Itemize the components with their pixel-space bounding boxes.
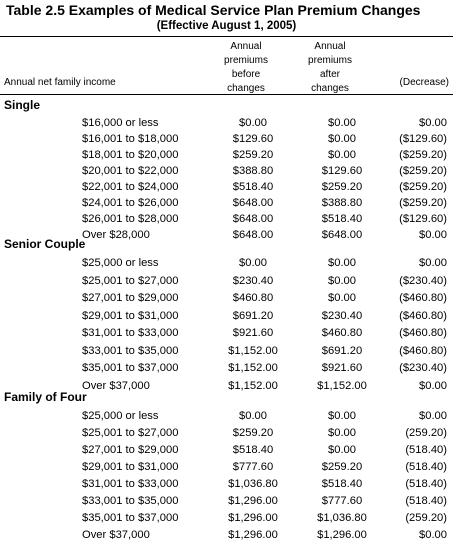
table-row [0, 459, 453, 475]
table-row [0, 476, 453, 492]
premium-after-cell: $0.00 [328, 149, 356, 161]
decrease-cell: (518.40) [405, 444, 447, 456]
table-row [0, 273, 453, 289]
premium-before-cell: $1,152.00 [228, 379, 278, 392]
table-subtitle: (Effective August 1, 2005) [156, 20, 297, 32]
table-row [0, 290, 453, 306]
income-cell: Over $28,000 [82, 229, 150, 241]
income-cell: Over $37,000 [82, 529, 150, 541]
table-row [0, 147, 453, 163]
decrease-cell: ($259.20) [399, 181, 447, 193]
premium-after-cell: $0.00 [328, 117, 356, 129]
premium-before-cell: $648.00 [232, 213, 274, 225]
header-decrease: (Decrease) [399, 77, 449, 88]
premium-before-cell: $648.00 [232, 229, 274, 241]
income-cell: $33,001 to $35,000 [82, 495, 179, 507]
income-cell: $35,001 to $37,000 [82, 512, 179, 524]
premium-after-cell: $0.00 [328, 427, 356, 439]
premium-before-cell: $1,152.00 [228, 344, 278, 357]
premium-after-cell: $0.00 [328, 292, 356, 304]
section-heading: Senior Couple [4, 237, 86, 251]
decrease-cell: (518.40) [405, 478, 447, 490]
decrease-cell: ($259.20) [399, 197, 447, 209]
premium-before-cell: $1,036.80 [228, 478, 278, 490]
header-before [218, 40, 274, 96]
premium-before-cell: $691.20 [232, 309, 274, 322]
table-row [0, 131, 453, 147]
income-cell: $29,001 to $31,000 [82, 309, 179, 322]
premium-after-cell: $1,296.00 [317, 529, 367, 541]
premium-after-cell: $0.00 [328, 444, 356, 456]
table-row [0, 442, 453, 458]
decrease-cell: $0.00 [419, 379, 447, 392]
income-cell: $20,001 to $22,000 [82, 165, 179, 177]
premium-after-cell: $691.20 [321, 344, 363, 357]
income-cell: $25,000 or less [82, 410, 159, 422]
premium-before-cell: $460.80 [232, 292, 274, 304]
premium-before-cell: $648.00 [232, 197, 274, 209]
header-after-line: changes [311, 83, 349, 94]
premium-before-cell: $388.80 [232, 165, 274, 177]
header-after-line: Annual [314, 41, 346, 52]
table-row [0, 195, 453, 211]
table-row [0, 527, 453, 543]
income-cell: $24,001 to $26,000 [82, 197, 179, 209]
premium-before-cell: $129.60 [232, 133, 274, 145]
decrease-cell: $0.00 [419, 529, 447, 541]
table-row [0, 255, 453, 271]
premium-after-cell: $0.00 [328, 274, 356, 287]
decrease-cell: ($259.20) [399, 149, 447, 161]
table-row [0, 425, 453, 441]
table-title: Table 2.5 Examples of Medical Service Plan Premium Changes [6, 2, 421, 18]
income-cell: $27,001 to $29,000 [82, 444, 179, 456]
table-row [0, 179, 453, 195]
premium-after-cell: $230.40 [321, 309, 363, 322]
decrease-cell: ($230.40) [399, 362, 447, 374]
header-after-line: premiums [308, 55, 352, 66]
decrease-cell: $0.00 [419, 229, 447, 241]
premium-after-cell: $388.80 [321, 197, 363, 209]
premium-after-cell: $648.00 [321, 229, 363, 241]
income-cell: $16,001 to $18,000 [82, 133, 179, 145]
income-cell: $31,001 to $33,000 [82, 327, 179, 339]
header-before-line: premiums [224, 55, 268, 66]
header-after [302, 40, 358, 96]
header-bottom-rule [0, 94, 453, 95]
income-cell: $16,000 or less [82, 117, 159, 129]
decrease-cell: ($460.80) [399, 327, 447, 339]
premium-after-cell: $460.80 [321, 327, 363, 339]
income-cell: $29,001 to $31,000 [82, 461, 179, 473]
section-heading: Single [4, 98, 41, 112]
premium-after-cell: $921.60 [321, 362, 363, 374]
premium-before-cell: $1,296.00 [228, 529, 278, 541]
decrease-cell: ($129.60) [399, 213, 447, 225]
premium-before-cell: $1,152.00 [228, 362, 278, 374]
decrease-cell: $0.00 [419, 410, 447, 422]
premium-after-cell: $518.40 [321, 213, 363, 225]
header-after-line: after [319, 69, 340, 80]
header-top-rule [0, 36, 453, 37]
decrease-cell: (259.20) [405, 427, 447, 439]
header-income: Annual net family income [4, 77, 116, 88]
premium-after-cell: $0.00 [328, 410, 356, 422]
section-heading: Family of Four [4, 390, 87, 404]
premium-before-cell: $230.40 [232, 274, 274, 287]
premium-before-cell: $777.60 [232, 461, 274, 473]
table-row [0, 343, 453, 359]
premium-before-cell: $259.20 [232, 427, 274, 439]
premium-before-cell: $1,296.00 [228, 495, 278, 507]
table-row [0, 493, 453, 509]
header-before-line: Annual [230, 41, 262, 52]
income-cell: Over $37,000 [82, 379, 150, 392]
income-cell: $25,000 or less [82, 257, 159, 269]
income-cell: $27,001 to $29,000 [82, 292, 179, 304]
decrease-cell: ($129.60) [399, 133, 447, 145]
premium-after-cell: $1,036.80 [317, 512, 367, 524]
premium-before-cell: $921.60 [232, 327, 274, 339]
header-before-line: before [231, 69, 261, 80]
income-cell: $35,001 to $37,000 [82, 362, 179, 374]
premium-before-cell: $259.20 [232, 149, 274, 161]
table-row [0, 510, 453, 526]
income-cell: $22,001 to $24,000 [82, 181, 179, 193]
decrease-cell: (518.40) [405, 461, 447, 473]
premium-after-cell: $0.00 [328, 133, 356, 145]
premium-after-cell: $1,152.00 [317, 379, 367, 392]
income-cell: $25,001 to $27,000 [82, 427, 179, 439]
premium-after-cell: $777.60 [321, 495, 363, 507]
decrease-cell: ($460.80) [399, 344, 447, 357]
income-cell: $25,001 to $27,000 [82, 274, 179, 287]
header-before-line: changes [227, 83, 265, 94]
table-row [0, 325, 453, 341]
premium-after-cell: $518.40 [321, 478, 363, 490]
premium-before-cell: $0.00 [239, 257, 267, 269]
premium-after-cell: $129.60 [321, 165, 363, 177]
table-row [0, 408, 453, 424]
premium-after-cell: $0.00 [328, 257, 356, 269]
premium-before-cell: $0.00 [239, 117, 267, 129]
table-row [0, 308, 453, 324]
premium-before-cell: $0.00 [239, 410, 267, 422]
income-cell: $18,001 to $20,000 [82, 149, 179, 161]
income-cell: $26,001 to $28,000 [82, 213, 179, 225]
table-row [0, 211, 453, 227]
decrease-cell: (259.20) [405, 512, 447, 524]
decrease-cell: ($460.80) [399, 309, 447, 322]
premium-before-cell: $518.40 [232, 444, 274, 456]
table-row [0, 115, 453, 131]
decrease-cell: ($259.20) [399, 165, 447, 177]
premium-after-cell: $259.20 [321, 181, 363, 193]
premium-before-cell: $1,296.00 [228, 512, 278, 524]
income-cell: $33,001 to $35,000 [82, 344, 179, 357]
decrease-cell: (518.40) [405, 495, 447, 507]
table-row [0, 163, 453, 179]
premium-after-cell: $259.20 [321, 461, 363, 473]
decrease-cell: ($460.80) [399, 292, 447, 304]
decrease-cell: $0.00 [419, 117, 447, 129]
decrease-cell: $0.00 [419, 257, 447, 269]
table-row [0, 360, 453, 376]
income-cell: $31,001 to $33,000 [82, 478, 179, 490]
premium-before-cell: $518.40 [232, 181, 274, 193]
decrease-cell: ($230.40) [399, 274, 447, 287]
